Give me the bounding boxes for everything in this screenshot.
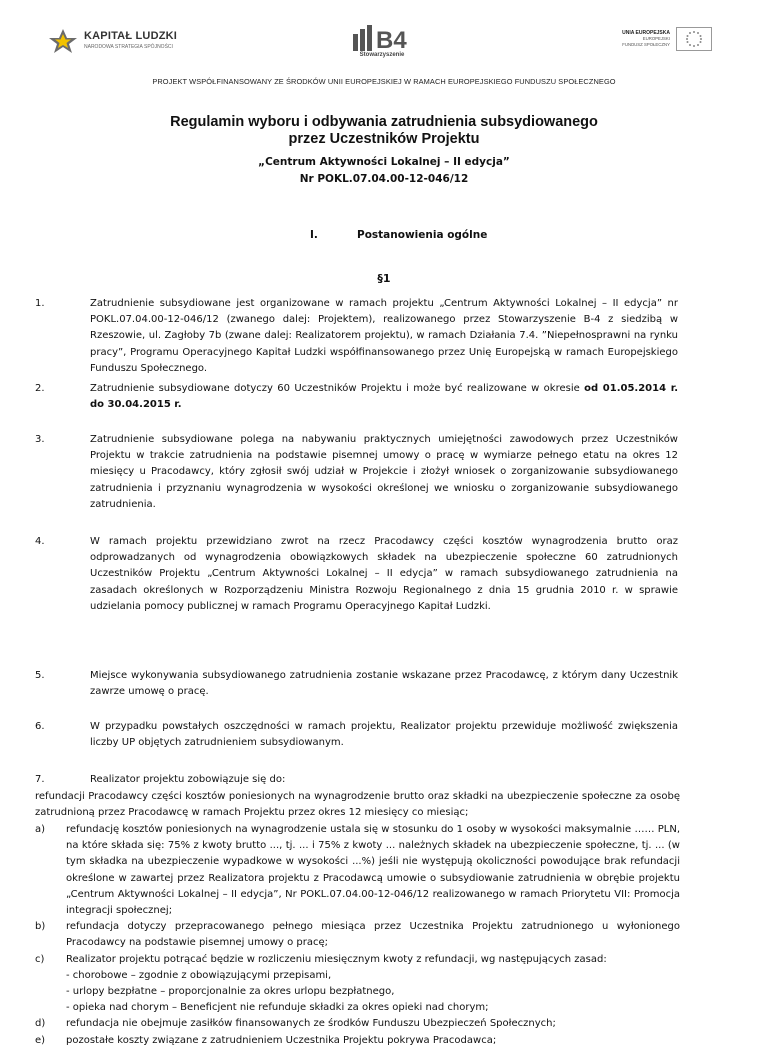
project-name: „Centrum Aktywności Lokalnej – II edycja”	[258, 156, 510, 168]
rule-text: Realizator projektu potrącać będzie w rozliczeniu miesięcznym kwoty z refundacji, wg następujących zasad:	[66, 953, 607, 965]
kapital-ludzki-star-icon	[48, 28, 78, 54]
item-number: 3.	[35, 434, 45, 445]
item-number: 7.	[35, 774, 45, 785]
list-item-7	[35, 772, 678, 788]
rule-text: refundację kosztów poniesionych na wynagrodzenie ustala się w stosunku do 1 osoby w wysokości maksymalnie …… PLN, na które składa się: 75% z kwoty brutto ..., tj. ... i 75% z kwoty ... należnych składek na ubezpieczenie społeczne, tj. ... (w tym składka na ubezpieczenie wypadkowe w wysokości ...%) jeśli nie występują okoliczności powodujące brak refundacji określone w zawartej przez Realizatora projektu z Pracodawcą umowie o subsydiowanie zatrudnienia w obrębie projektu „Centrum Aktywności Lokalnej – II edycja”, Nr POKL.07.04.00-12-046/12 realizowanego w ramach Priorytetu VII: Promocja integracji społecznej;	[66, 824, 680, 917]
b4-mark-icon	[353, 25, 411, 51]
item-number: 4.	[35, 536, 45, 547]
project-cofinancing-line: PROJEKT WSPÓŁFINANSOWANY ZE ŚRODKÓW UNII EUROPEJSKIEJ W RAMACH EUROPEJSKIEGO FUNDUSZU SPOŁECZNEGO	[152, 77, 616, 86]
rule-letter: b)	[35, 921, 46, 933]
list-item-5	[35, 668, 678, 700]
eu-label	[618, 30, 670, 48]
rule-text: refundacja dotyczy przepracowanego pełnego miesiąca przez Uczestnika Projektu zatrudnionego u wyłonionego Pracodawcy na podstawie pisemnej umowy o pracę;	[66, 921, 680, 949]
eu-flag-icon	[676, 27, 712, 51]
project-number: Nr POKL.07.04.00-12-046/12	[299, 173, 469, 185]
eu-line2: FUNDUSZ SPOŁECZNY	[622, 42, 670, 47]
item-period: od 01.05.2014 r. do 30.04.2015 r.	[90, 383, 678, 411]
rule-text: refundacja nie obejmuje zasiłków finansowanych ze środków Funduszu Ubezpieczeń Społecznych;	[66, 1018, 556, 1030]
rule-text: pozostałe koszty związane z zatrudnieniem Uczestnika Projektu pokrywa Pracodawca;	[66, 1034, 497, 1046]
kapital-ludzki-title: KAPITAŁ LUDZKI	[84, 30, 178, 42]
list-item-2	[35, 381, 678, 413]
refund-rule-b	[35, 919, 680, 951]
document-title-line1: Regulamin wyboru i odbywania zatrudnienia subsydiowanego	[170, 114, 598, 130]
list-item-6	[35, 719, 678, 751]
item-text: W przypadku powstałych oszczędności w ramach projektu, Realizator projektu przewiduje możliwość zwiększenia liczby UP objętych zatrudnieniem subsydiowanym.	[90, 721, 678, 749]
section-number: I.	[310, 229, 318, 241]
item-text: Zatrudnienie subsydiowane polega na nabywaniu praktycznych umiejętności zawodowych przez Uczestników Projektu w trakcie zatrudnienia na podstawie pisemnej umowy o pracę w wymiarze pełnego etatu na okres 12 miesięcy u Pracodawcy, który zgłosił swój udział w Projekcie i złożył wniosek o zorganizowanie subsydiowanego zatrudnienia i przyznaniu wynagrodzenia w wysokości określonej we wniosku o zorganizowanie subsydiowanego zatrudnienia.	[90, 434, 678, 510]
item-number: 2.	[35, 383, 45, 394]
rule-letter: e)	[35, 1034, 46, 1046]
item-number: 1.	[35, 298, 45, 309]
item-text: Zatrudnienie subsydiowane dotyczy 60 Uczestników Projektu i może być realizowane w okresie	[90, 383, 585, 394]
document-title-block	[0, 114, 768, 188]
list-item-4	[35, 534, 678, 615]
list-item-3	[35, 432, 678, 513]
eu-line1: EUROPEJSKI	[642, 36, 670, 41]
refund-rule-d	[35, 1016, 680, 1032]
section-title: Postanowienia ogólne	[357, 229, 488, 241]
page-header	[0, 0, 768, 90]
refund-rule-a	[35, 822, 680, 919]
eu-title: UNIA EUROPEJSKA	[622, 30, 670, 36]
kapital-ludzki-subtitle: NARODOWA STRATEGIA SPÓJNOŚCI	[84, 44, 173, 50]
b4-logo	[353, 25, 411, 63]
item7-lead: refundacji Pracodawcy części kosztów poniesionych na wynagrodzenie brutto oraz składki na ubezpieczenie społeczne za osobę zatrudnioną przez Pracodawcę w ramach Projektu przez okres 12 miesięcy co miesiąc;	[35, 791, 680, 819]
b4-subtitle: Stowarzyszenie	[359, 52, 405, 58]
paragraph-sign: §1	[377, 272, 391, 285]
item-text: Zatrudnienie subsydiowane jest organizowane w ramach projektu „Centrum Aktywności Lokalnej – II edycja” nr POKL.07.04.00-12-046/12 (zwanego dalej: Projektem), realizowanego przez Stowarzyszenie B-4 z siedzibą w Rzeszowie, ul. Zagłoby 7b (zwane dalej: Realizatorem projektu), w ramach Działania 7.4. ”Niepełnosprawni na rynku pracy”, Programu Operacyjnego Kapitał Ludzki współfinansowanego przez Unię Europejską w ramach Europejskiego Funduszu Społecznego.	[90, 298, 678, 374]
rule-letter: a)	[35, 824, 46, 835]
rule-letter: d)	[35, 1018, 46, 1030]
item-text: W ramach projektu przewidziano zwrot na rzecz Pracodawcy części kosztów wynagrodzenia brutto oraz odprowadzanych od wynagrodzenia obowiązkowych składek na ubezpieczenie społeczne 60 zatrudnionych Uczestników Projektu „Centrum Aktywności Lokalnej – II edycja” w ramach subsydiowanego zatrudnienia na zasadach określonych w Rozporządzeniu Ministra Rozwoju Regionalnego z dnia 15 grudnia 2010 r. w sprawie udzielania pomocy publicznej w ramach Programu Operacyjnego Kapitał Ludzki.	[90, 536, 678, 612]
b4-mark-text: B4	[376, 27, 407, 51]
rule-c-deductions	[66, 968, 680, 1017]
item-number: 6.	[35, 721, 45, 732]
item-text: Miejsce wykonywania subsydiowanego zatrudnienia zostanie wskazane przez Pracodawcę, z którym dany Uczestnik zawrze umowę o pracę.	[90, 670, 678, 698]
item-text: Realizator projektu zobowiązuje się do:	[90, 774, 286, 785]
refund-rule-c	[35, 952, 680, 1017]
rule-letter: c)	[35, 953, 45, 965]
item-number: 5.	[35, 670, 45, 681]
refund-rules-list	[35, 822, 680, 1049]
deduction-line: - opieka nad chorym – Beneficjent nie refunduje składki za okres opieki nad chorym;	[66, 1002, 489, 1014]
list-item-1	[35, 296, 678, 377]
deduction-line: - chorobowe – zgodnie z obowiązującymi przepisami,	[66, 969, 332, 981]
section-heading	[310, 229, 487, 241]
deduction-line: - urlopy bezpłatne – proporcjonalnie za okres urlopu bezpłatnego,	[66, 986, 395, 998]
document-title-line2: przez Uczestników Projektu	[288, 131, 480, 147]
kapital-ludzki-logo	[48, 28, 178, 54]
refund-rule-e	[35, 1033, 680, 1049]
